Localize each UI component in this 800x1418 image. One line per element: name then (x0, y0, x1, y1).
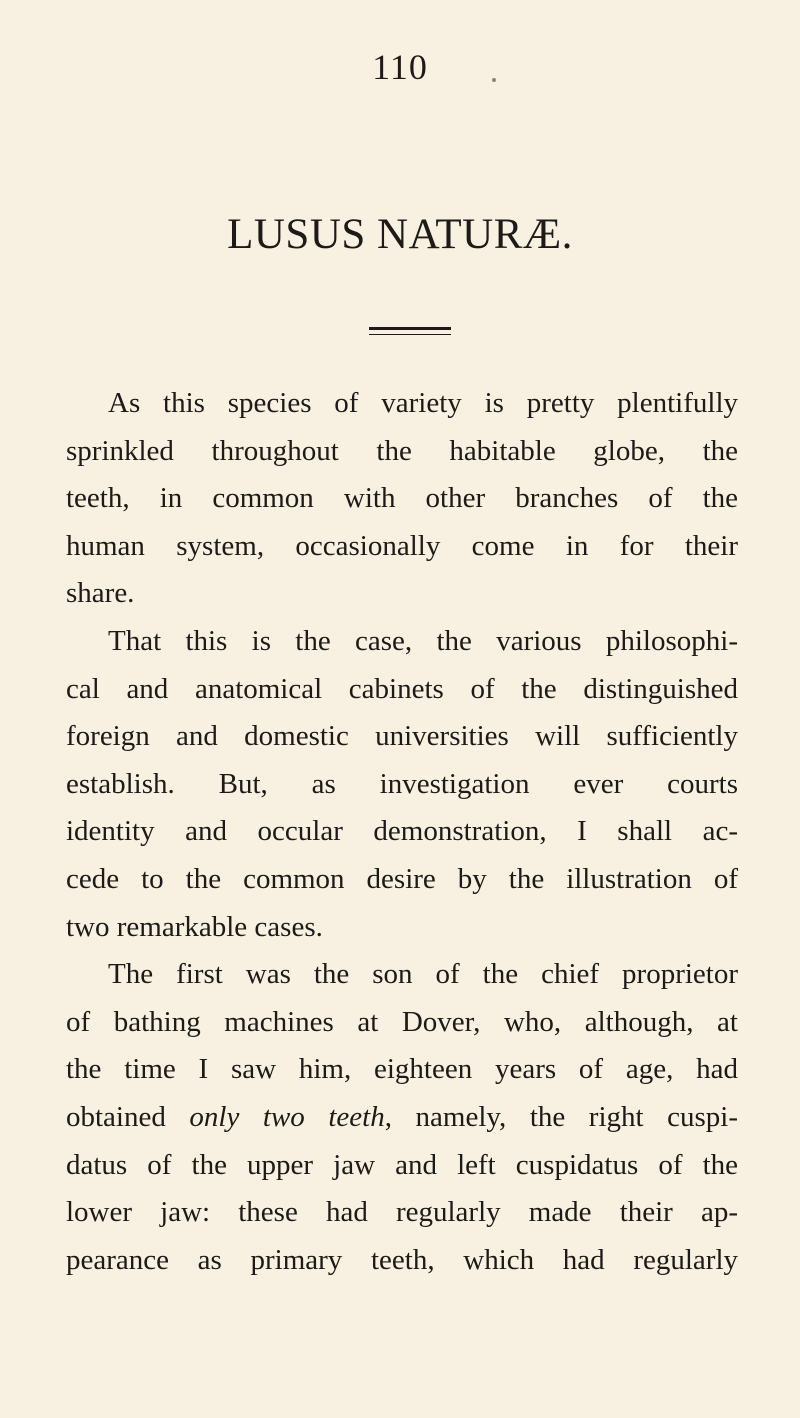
text-line: foreign and domestic universities will sufficiently (66, 720, 738, 753)
page-number: 110 (372, 47, 428, 87)
text-run: obtained (66, 1100, 190, 1133)
text-run: , namely, the right cuspi- (384, 1100, 739, 1133)
text-line: human system, occasionally come in for their (66, 529, 738, 562)
text-line: That this is the case, the various philosophi- (108, 624, 738, 657)
text-line: sprinkled throughout the habitable globe, the (66, 434, 738, 467)
title-rule-thin (369, 334, 451, 335)
text-line: share. (66, 577, 135, 610)
italic-emphasis: only two teeth (189, 1100, 385, 1133)
text-line: the time I saw him, eighteen years of age, had (66, 1053, 738, 1086)
text-line-with-emphasis (66, 1094, 738, 1142)
title-rule-thick (369, 327, 451, 330)
text-line: two remarkable cases. (66, 910, 323, 943)
page-title: LUSUS NATURÆ. (227, 211, 573, 258)
text-line: cede to the common desire by the illustration of (66, 862, 738, 895)
text-line: lower jaw: these had regularly made their ap- (66, 1196, 738, 1229)
text-line: of bathing machines at Dover, who, although, at (66, 1005, 738, 1038)
text-line: datus of the upper jaw and left cuspidatus of the (66, 1148, 738, 1181)
text-line: establish. But, as investigation ever courts (66, 767, 738, 800)
text-line: cal and anatomical cabinets of the distinguished (66, 672, 738, 705)
text-line: identity and occular demonstration, I shall ac- (66, 815, 738, 848)
body-text (66, 380, 738, 1284)
text-line: As this species of variety is pretty plentifully (108, 387, 738, 419)
text-line: pearance as primary teeth, which had regularly (66, 1243, 738, 1276)
ink-speck (492, 78, 496, 82)
text-line: The first was the son of the chief proprietor (108, 958, 738, 991)
text-line: teeth, in common with other branches of the (66, 482, 738, 515)
